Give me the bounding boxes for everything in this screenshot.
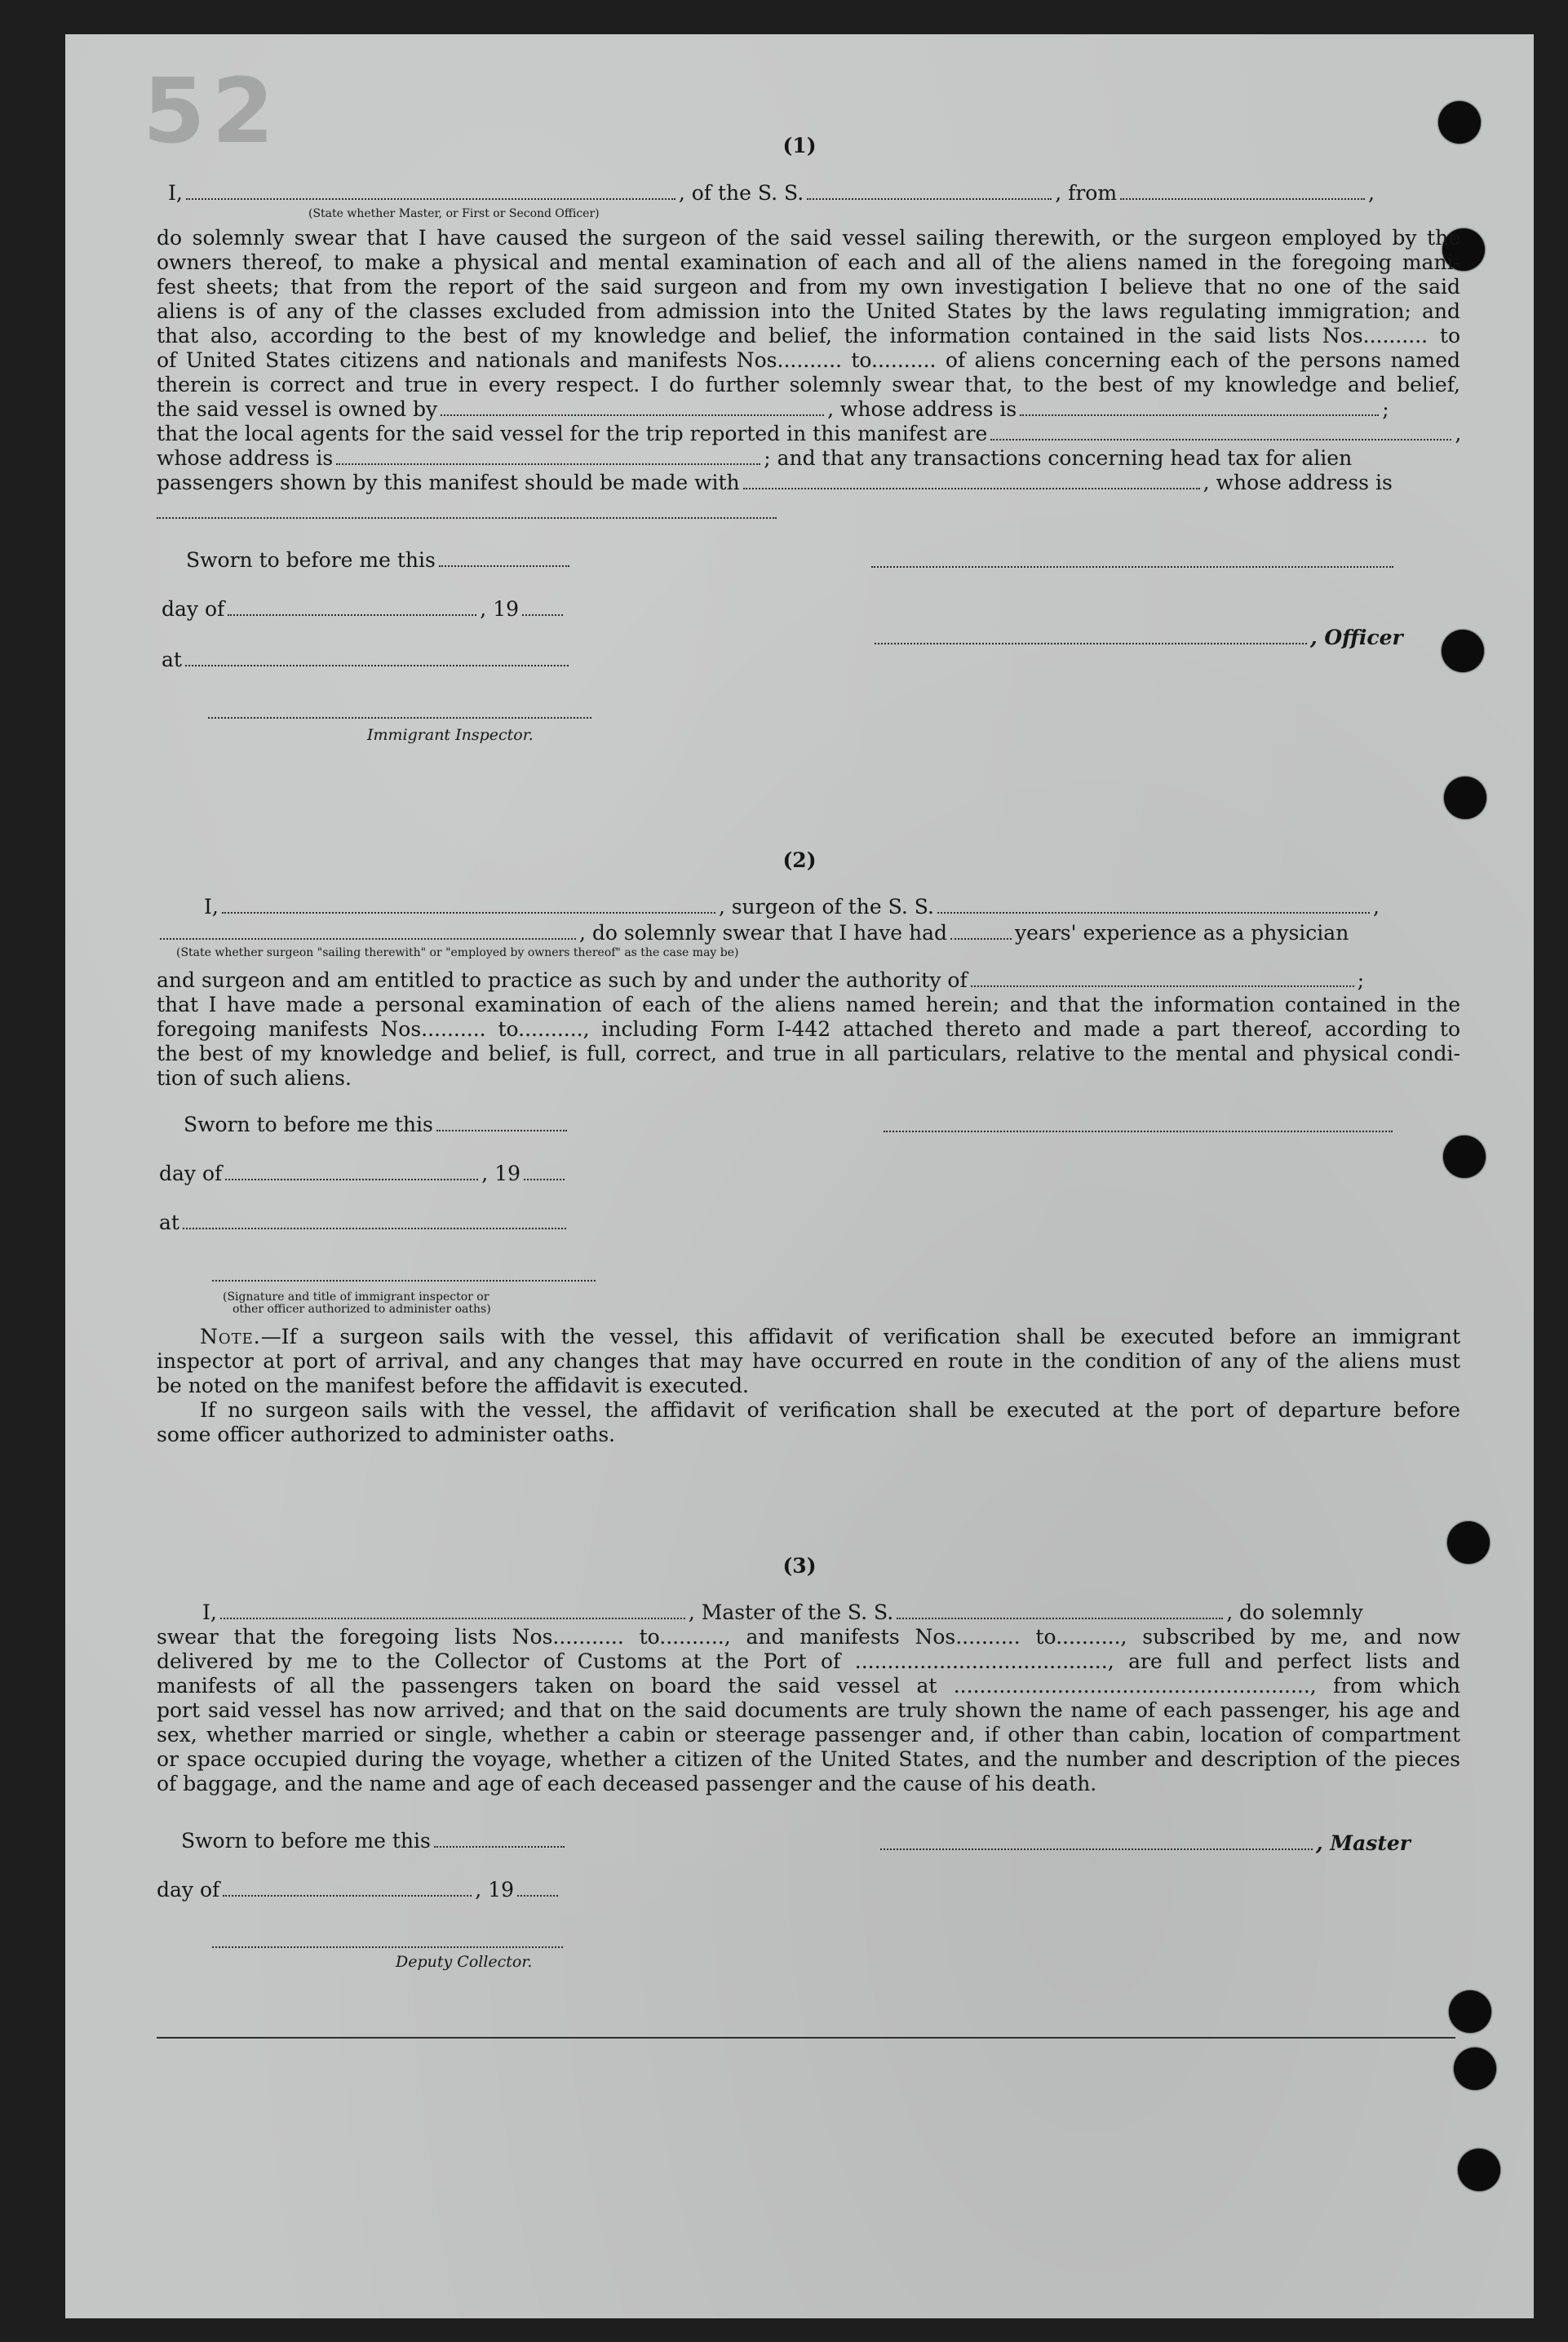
s1-officer-hint: (State whether Master, or First or Second Officer): [308, 207, 600, 220]
s1-passengers-line: passengers shown by this manifest should be made with , whose address is: [157, 471, 1393, 494]
s2-signature-line: [884, 1129, 1393, 1132]
s1-line-i: I, , of the S. S. , from ,: [168, 181, 1375, 205]
s2-day-of: day of , 19: [159, 1162, 568, 1186]
s1-inspector-line: [208, 715, 591, 719]
s1-sworn: Sworn to before me this: [186, 548, 573, 573]
punch-hole: [1443, 1136, 1486, 1178]
s1-whose-line: whose address is ; and that any transactions concerning head tax for alien: [157, 446, 1353, 470]
s2-inspector-line: [212, 1278, 596, 1282]
s3-line-i: I, , Master of the S. S. , do solemnly: [202, 1600, 1363, 1624]
s3-body-line: swear that the foregoing lists Nos........... to.........., and manifests Nos.......... to.........., subscribed by me, and now: [157, 1625, 1460, 1649]
s1-address-line: [157, 516, 777, 519]
s3-body-line: sex, whether married or single, whether a cabin or steerage passenger and, if other than cabin, location of compartment: [157, 1723, 1460, 1747]
punch-hole: [1449, 1990, 1491, 2033]
s3-deputy-line: [212, 1945, 563, 1948]
s1-inspector-label: Immigrant Inspector.: [367, 726, 534, 744]
section-3-number: (3): [782, 1554, 817, 1578]
s1-body-line: fest sheets; that from the report of the said surgeon and from my own investigation I believe that no one of the said: [157, 275, 1460, 299]
s2-body-line: foregoing manifests Nos.......... to.........., including Form I-442 attached thereto and made a part thereof, according to: [157, 1017, 1460, 1041]
s1-body-line: of United States citizens and nationals and manifests Nos.......... to.......... of aliens concerning each of the persons named: [157, 348, 1460, 372]
punch-hole: [1458, 2149, 1500, 2191]
s2-note-line: be noted on the manifest before the affidavit is executed.: [157, 1374, 749, 1397]
s3-body-last: of baggage, and the name and age of each deceased passenger and the cause of his death.: [157, 1772, 1097, 1795]
bottom-rule: [157, 2037, 1455, 2039]
s3-sworn: Sworn to before me this: [181, 1829, 568, 1853]
s2-note-line: If no surgeon sails with the vessel, the affidavit of verification shall be executed at the port of departure before: [200, 1398, 1460, 1422]
section-2-number: (2): [782, 848, 817, 872]
s1-body-line: that also, according to the best of my knowledge and belief, the information contained in the said lists Nos.......... to: [157, 324, 1460, 348]
s1-signature-line: [871, 564, 1393, 568]
manifest-form-page: [65, 34, 1534, 2318]
s1-at: at: [162, 648, 572, 672]
s1-body-line: therein is correct and true in every respect. I do further solemnly swear that, to the best of my knowledge and belief,: [157, 373, 1460, 396]
s2-note-line: Note.—If a surgeon sails with the vessel, this affidavit of verification shall be executed before an immigrant: [200, 1325, 1460, 1348]
section-1-number: (1): [782, 134, 817, 157]
page-number-stamp: 52: [143, 59, 281, 163]
s2-authority-line: and surgeon and am entitled to practice as such by and under the authority of ;: [157, 968, 1365, 992]
s2-note-line: some officer authorized to administer oaths.: [157, 1423, 616, 1446]
s2-note-line: inspector at port of arrival, and any changes that may have occurred en route in the condition of any of the aliens must: [157, 1349, 1460, 1373]
s2-line-years: , do solemnly swear that I have had years' experience as a physician: [157, 921, 1349, 945]
s1-officer-line: , Officer: [871, 626, 1403, 650]
punch-hole: [1442, 630, 1484, 672]
s1-body-line: do solemnly swear that I have caused the surgeon of the said vessel sailing therewith, or the surgeon employed by the: [157, 226, 1460, 250]
s1-body-line: owners thereof, to make a physical and mental examination of each and all of the aliens named in the foregoing mani-: [157, 250, 1460, 274]
s3-master-line: , Master: [877, 1831, 1411, 1856]
s3-body-line: manifests of all the passengers taken on board the said vessel at ......................................................., from which: [157, 1674, 1460, 1698]
s2-inspector-hint-2: other officer authorized to administer oaths): [233, 1303, 491, 1316]
s1-day-of: day of , 19: [162, 597, 566, 622]
s3-body-line: delivered by me to the Collector of Customs at the Port of ......................................., are full and perfect lists and: [157, 1649, 1460, 1673]
punch-hole: [1454, 2048, 1496, 2090]
s2-body-line: that I have made a personal examination of each of the aliens named herein; and that the information contained in the: [157, 993, 1460, 1016]
s2-body-last: tion of such aliens.: [157, 1066, 352, 1090]
s2-surgeon-hint: (State whether surgeon "sailing therewith" or "employed by owners thereof" as the case may be): [176, 946, 739, 959]
s3-body-line: port said vessel has now arrived; and that on the said documents are truly shown the name of each passenger, his age and: [157, 1698, 1460, 1722]
s1-body-line: aliens is of any of the classes excluded from admission into the United States by the laws regulating immigration; and: [157, 299, 1460, 323]
punch-hole: [1444, 777, 1486, 819]
s3-body-line: or space occupied during the voyage, whether a citizen of the United States, and the number and description of the pieces: [157, 1747, 1460, 1771]
s3-day-of: day of , 19: [157, 1878, 561, 1902]
s3-deputy-label: Deputy Collector.: [396, 1953, 533, 1971]
s1-owner-line: the said vessel is owned by , whose address is ;: [157, 397, 1389, 421]
s2-line-i: I, , surgeon of the S. S. ,: [204, 895, 1380, 919]
s2-sworn: Sworn to before me this: [184, 1113, 570, 1137]
s2-at: at: [159, 1211, 569, 1235]
s1-agents-line: that the local agents for the said vessel for the trip reported in this manifest are ,: [157, 422, 1462, 445]
s2-body-line: the best of my knowledge and belief, is full, correct, and true in all particulars, relative to the mental and physical condi-: [157, 1042, 1460, 1065]
s2-inspector-hint-1: (Signature and title of immigrant inspector or: [223, 1291, 489, 1304]
